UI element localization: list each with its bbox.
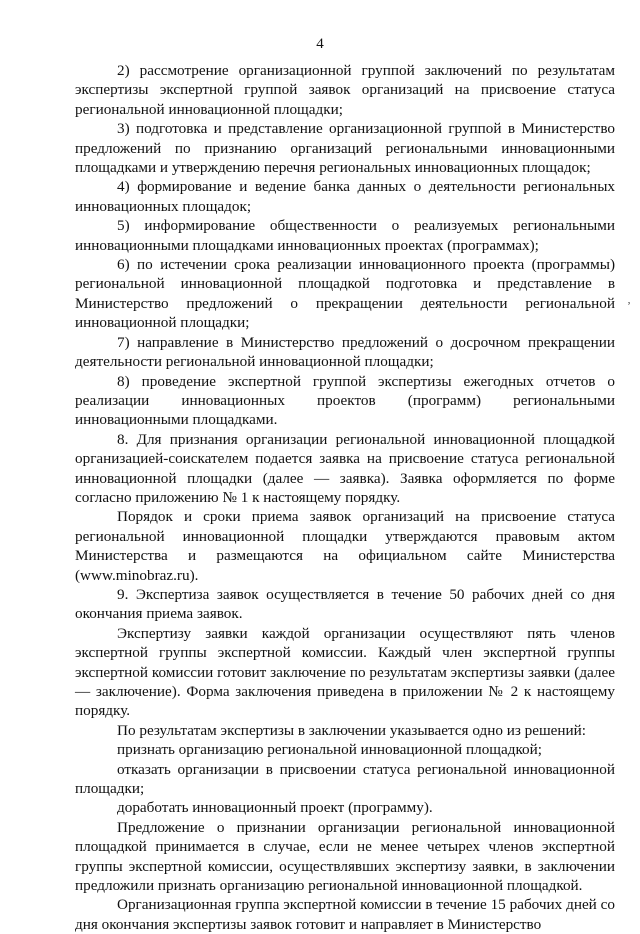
paragraph-item-3: 3) подготовка и представление организационной группой в Министерство предложений по признанию организаций региональными инновационными площадками и утверждению перечня региональных инновационных площадок;	[75, 120, 615, 177]
paragraph-decisions-intro: По результатам экспертизы в заключении указывается одно из решений:	[117, 721, 587, 739]
paragraph-item-8: 8) проведение экспертной группой экспертизы ежегодных отчетов о реализации инновационных проектов (программ) региональными инновационными площадками.	[75, 372, 615, 429]
paragraph-item-7: 7) направление в Министерство предложений о досрочном прекращении деятельности региональной инновационной площадки;	[75, 333, 615, 371]
paragraph-application-order: Порядок и сроки приема заявок организаций на присвоение статуса региональной инновационной площадки утверждаются правовым актом Министерства и размещаются на официальном сайте Министерства (www.minobraz.ru).	[75, 508, 615, 584]
paragraph-item-4: 4) формирование и ведение банка данных о деятельности региональных инновационных площадок;	[75, 178, 615, 215]
paragraph-item-5: 5) информирование общественности о реализуемых региональными инновационными площадками инновационных проектах (программах);	[75, 217, 615, 254]
paragraph-expertise: Экспертизу заявки каждой организации осуществляют пять членов экспертной группы экспертной комиссии. Каждый член экспертной группы экспертной комиссии готовит заключение по результатам экспертизы заявки (далее — заключение). Форма заключения приведена в приложении № 2 к настоящему порядку.	[75, 624, 615, 720]
paragraph-organizational-group: Организационная группа экспертной комиссии в течение 15 рабочих дней со дня окончания экспертизы заявок готовит и направляет в Министерство	[75, 896, 615, 933]
page-number: 4	[316, 36, 324, 52]
paragraph-decision-refuse: отказать организации в присвоении статуса региональной инновационной площадки;	[75, 760, 615, 798]
paragraph-clause-9: 9. Экспертиза заявок осуществляется в течение 50 рабочих дней со дня окончания приема заявок.	[75, 585, 615, 623]
document-body	[75, 61, 615, 934]
margin-mark: ‚	[627, 292, 631, 306]
paragraph-item-6: 6) по истечении срока реализации инновационного проекта (программы) региональной инновационной площадкой подготовка и представление в Министерство предложений о прекращении деятельности региональной инновационной площадки;	[75, 256, 615, 332]
paragraph-item-2: 2) рассмотрение организационной группой заключений по результатам экспертизы экспертной группой заявок организаций на присвоение статуса региональной инновационной площадки;	[75, 62, 615, 118]
paragraph-clause-8: 8. Для признания организации региональной инновационной площадкой организацией-соискателем подается заявка на присвоение статуса региональной инновационной площадки (далее — заявка). Заявка оформляется по форме согласно приложению № 1 к настоящему порядку.	[75, 430, 615, 506]
paragraph-decision-revise: доработать инновационный проект (программу).	[117, 799, 433, 817]
paragraph-decision-approve: признать организацию региональной инновационной площадкой;	[117, 741, 542, 759]
paragraph-recognition-proposal: Предложение о признании организации региональной инновационной площадкой принимается в случае, если не менее четырех членов экспертной группы экспертной комиссии, осуществлявших экспертизу заявки, в заключении предложили признать организацию региональной инновационной площадкой.	[75, 818, 615, 895]
